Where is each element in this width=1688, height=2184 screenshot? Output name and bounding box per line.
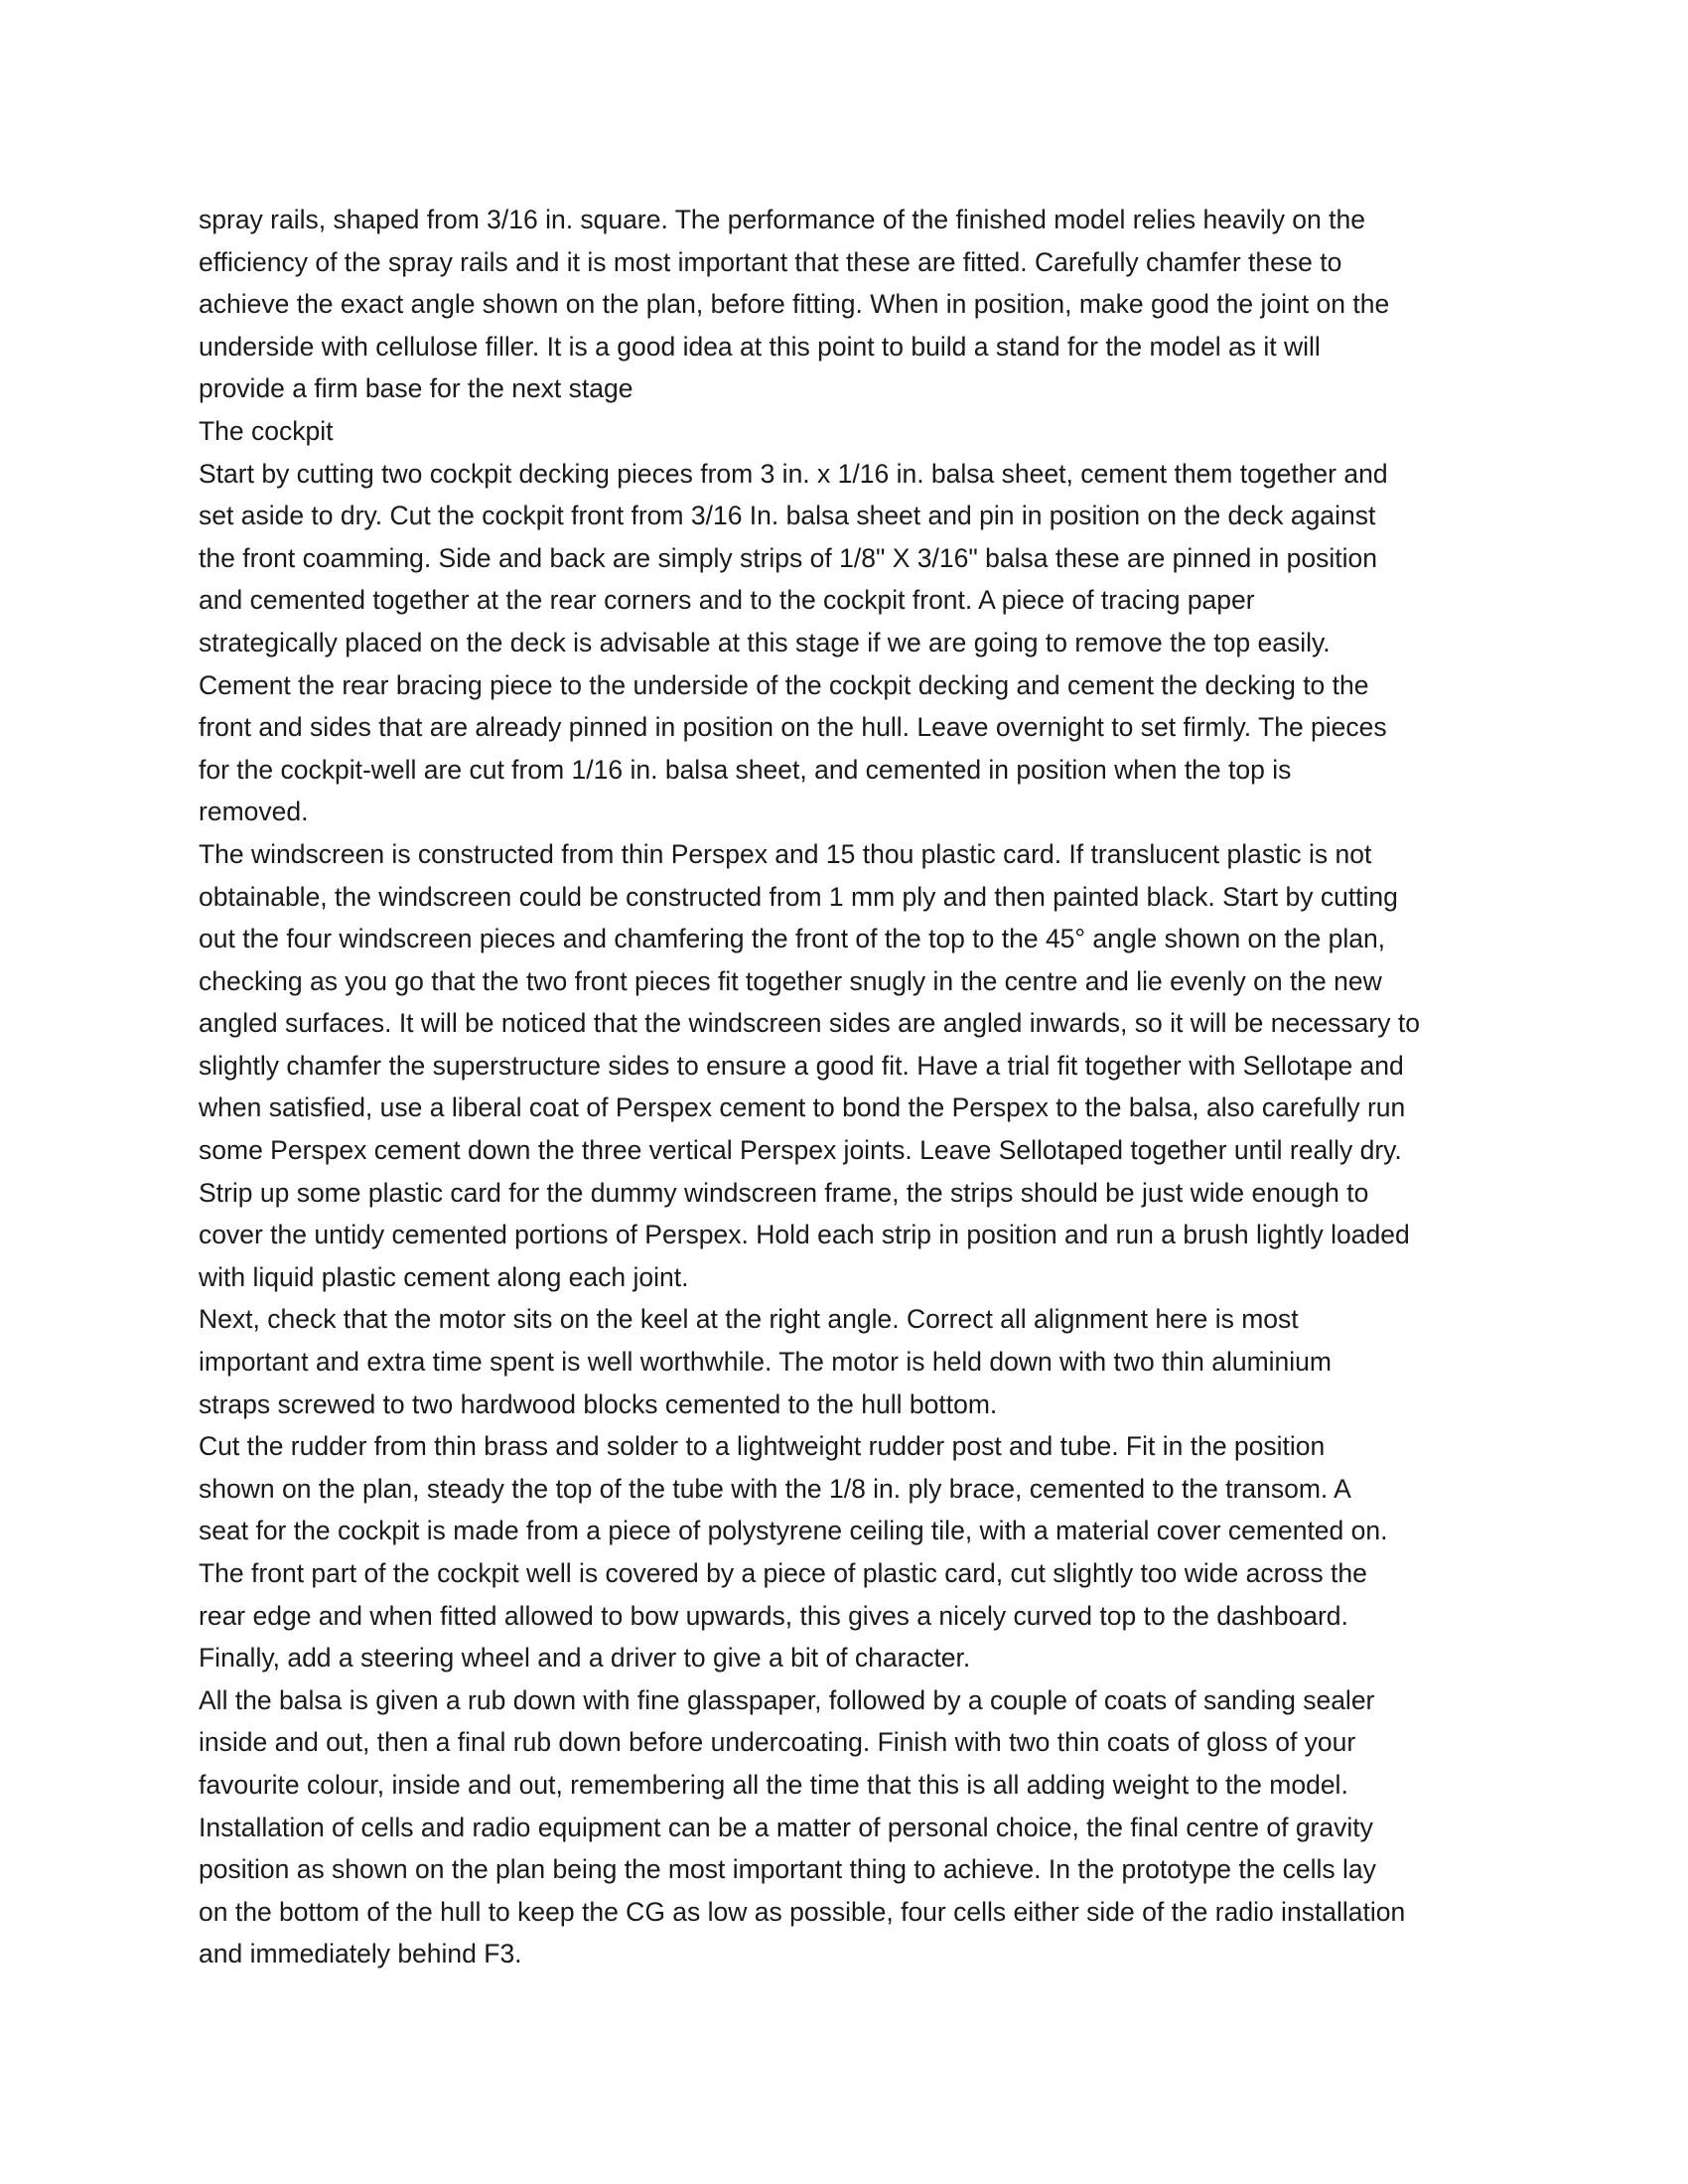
paragraph-cockpit-decking: Start by cutting two cockpit decking pieces from 3 in. x 1/16 in. balsa sheet, cement them together and set aside to dry. Cut the cockpit front from 3/16 In. balsa sheet and pin in position on the deck against the front coamming. Side and back are simply strips of 1/8" X 3/16" balsa these are pinned in position and cemented together at the rear corners and to the cockpit front. A piece of tracing paper strategically placed on the deck is advisable at this stage if we are going to remove the top easily. Cement the rear bracing piece to the underside of the cockpit decking and cement the decking to the front and sides that are already pinned in position on the hull. Leave overnight to set firmly. The pieces for the cockpit-well are cut from 1/16 in. balsa sheet, and cemented in position when the top is removed. bbox=[199, 458, 1388, 827]
paragraph-spray-rails: spray rails, shaped from 3/16 in. square. The performance of the finished model relies heavily on the efficiency of the spray rails and it is most important that these are fitted. Carefully chamfer these to achieve the exact angle shown on the plan, before fitting. When in position, make good the joint on the underside with cellulose filler. It is a good idea at this point to build a stand for the model as it will provide a firm base for the next stage bbox=[199, 205, 1390, 404]
paragraph-windscreen: The windscreen is constructed from thin Perspex and 15 thou plastic card. If translucent plastic is not obtainable, the windscreen could be constructed from 1 mm ply and then painted black. Start by cutting out the four windscreen pieces and chamfering the front of the top to the 45° angle shown on the plan, checking as you go that the two front pieces fit together snugly in the centre and lie evenly on the new angled surfaces. It will be noticed that the windscreen sides are angled inwards, so it will be necessary to slightly chamfer the superstructure sides to ensure a good fit. Have a trial fit together with Sellotape and when satisfied, use a liberal coat of Perspex cement to bond the Perspex to the balsa, also carefully run some Perspex cement down the three vertical Perspex joints. Leave Sellotaped together until really dry. Strip up some plastic card for the dummy windscreen frame, the strips should be just wide enough to cover the untidy cemented portions of Perspex. Hold each strip in position and run a brush lightly loaded with liquid plastic cement along each joint. bbox=[199, 838, 1420, 1292]
section-heading-cockpit: The cockpit bbox=[199, 415, 334, 446]
paragraph-motor: Next, check that the motor sits on the keel at the right angle. Correct all alignment here is most important and extra time spent is well worthwhile. The motor is held down with two thin aluminium straps screwed to two hardwood blocks cemented to the hull bottom. bbox=[199, 1304, 1332, 1419]
document-page bbox=[199, 199, 1499, 1975]
paragraph-finishing: All the balsa is given a rub down with fine glasspaper, followed by a couple of coats of sanding sealer inside and out, then a final rub down before undercoating. Finish with two thin coats of gloss of your favourite colour, inside and out, remembering all the time that this is all adding weight to the model. Installation of cells and radio equipment can be a matter of personal choice, the final centre of gravity position as shown on the plan being the most important thing to achieve. In the prototype the cells lay on the bottom of the hull to keep the CG as low as possible, four cells either side of the radio installation and immediately behind F3. bbox=[199, 1684, 1406, 1969]
paragraph-rudder: Cut the rudder from thin brass and solder to a lightweight rudder post and tube. Fit in the position shown on the plan, steady the top of the tube with the 1/8 in. ply brace, cemented to the transom. A seat for the cockpit is made from a piece of polystyrene ceiling tile, with a material cover cemented on. The front part of the cockpit well is covered by a piece of plastic card, cut slightly too wide across the rear edge and when fitted allowed to bow upwards, this gives a nicely curved top to the dashboard. Finally, add a steering wheel and a driver to give a bit of character. bbox=[199, 1431, 1388, 1674]
